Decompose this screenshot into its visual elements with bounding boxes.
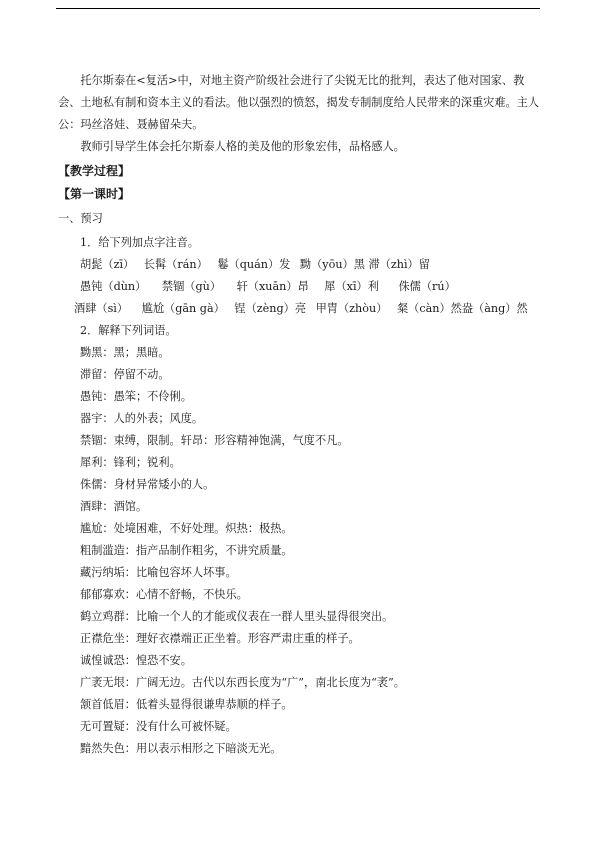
pinyin-item: 甲胄（zhòu） <box>315 302 388 315</box>
pinyin-item: 长髯（rán） <box>143 258 208 271</box>
pinyin-row-2 <box>80 278 462 294</box>
definition-item: 颔首低眉：低着头显得很谦卑恭顺的样子。 <box>80 698 293 711</box>
question-2: 2．解释下列词语。 <box>80 324 177 337</box>
definition-item: 无可置疑：没有什么可被怀疑。 <box>80 720 237 733</box>
pinyin-item: 鬈（quán）发 <box>217 258 291 271</box>
intro-paragraph-1: 托尔斯泰在<复活>中，对地主资产阶级社会进行了尖锐无比的批判，表达了他对国家、教会、土地私有制和资本主义的看法。他以强烈的愤怒，揭发专制制度给人民带来的深重灾难。主人公：玛丝洛娃、聂赫留朵夫。 <box>58 74 540 132</box>
definition-item: 诚惶诚恐：惶恐不安。 <box>80 654 192 667</box>
definition-item: 鹤立鸡群：比喻一个人的才能或仪表在一群人里头显得很突出。 <box>80 610 394 623</box>
definition-item: 愚钝：愚笨；不伶俐。 <box>80 390 192 403</box>
definition-item: 藏污纳垢：比喻包容坏人坏事。 <box>80 566 237 579</box>
pinyin-item: 犀（xī）利 <box>324 280 379 293</box>
definition-item: 酒肆：酒馆。 <box>80 500 148 513</box>
definition-item: 广袤无垠：广阔无边。古代以东西长度为“广”，南北长度为“袤”。 <box>80 676 405 689</box>
header-rule <box>56 8 540 9</box>
pinyin-item: 酒肆（sì） <box>74 302 129 315</box>
definition-item: 滞留：停留不动。 <box>80 368 170 381</box>
definition-item: 郁郁寡欢：心情不舒畅，不快乐。 <box>80 588 248 601</box>
definition-item: 器宇：人的外表；风度。 <box>80 412 204 425</box>
definition-item: 粗制滥造：指产品制作粗劣，不讲究质量。 <box>80 544 293 557</box>
definition-item: 正襟危坐：理好衣襟端正正坐着。形容严肃庄重的样子。 <box>80 632 360 645</box>
pinyin-row-1 <box>80 256 436 272</box>
pinyin-item: 胡髭（zī） <box>80 258 135 271</box>
pinyin-item: 禁锢（gù） <box>161 280 222 293</box>
definition-item: 犀利：锋利；锐利。 <box>80 456 181 469</box>
pinyin-item: 尴尬（gān gà） <box>141 302 225 315</box>
definition-item: 侏儒：身材异常矮小的人。 <box>80 478 215 491</box>
pinyin-item: 锃（zèng）亮 <box>234 302 307 315</box>
pinyin-row-3 <box>74 300 534 316</box>
definition-item: 禁锢：束缚，限制。轩昂：形容精神饱满，气度不凡。 <box>80 434 349 447</box>
intro-paragraph-2: 教师引导学生体会托尔斯泰人格的美及他的形象宏伟，品格感人。 <box>80 140 405 153</box>
pinyin-item: 黝（yōu）黑 滞（zhì）留 <box>299 258 430 271</box>
pinyin-item: 侏儒（rú） <box>398 280 456 293</box>
question-1: 1．给下列加点字注音。 <box>80 236 199 249</box>
heading-first-lesson: 【第一课时】 <box>58 187 131 201</box>
definition-item: 黯然失色：用以表示相形之下暗淡无光。 <box>80 742 282 755</box>
definition-item: 尴尬：处境困难，不好处理。炽热：极热。 <box>80 522 293 535</box>
section-title-preview: 一、预习 <box>58 212 103 225</box>
pinyin-item: 轩（xuān）昂 <box>236 280 309 293</box>
definition-item: 黝黑：黑；黑暗。 <box>80 346 170 359</box>
pinyin-item: 愚钝（dùn） <box>80 280 147 293</box>
heading-teaching-process: 【教学过程】 <box>58 164 131 178</box>
pinyin-item: 粲（càn）然盎（àng）然 <box>396 302 528 315</box>
